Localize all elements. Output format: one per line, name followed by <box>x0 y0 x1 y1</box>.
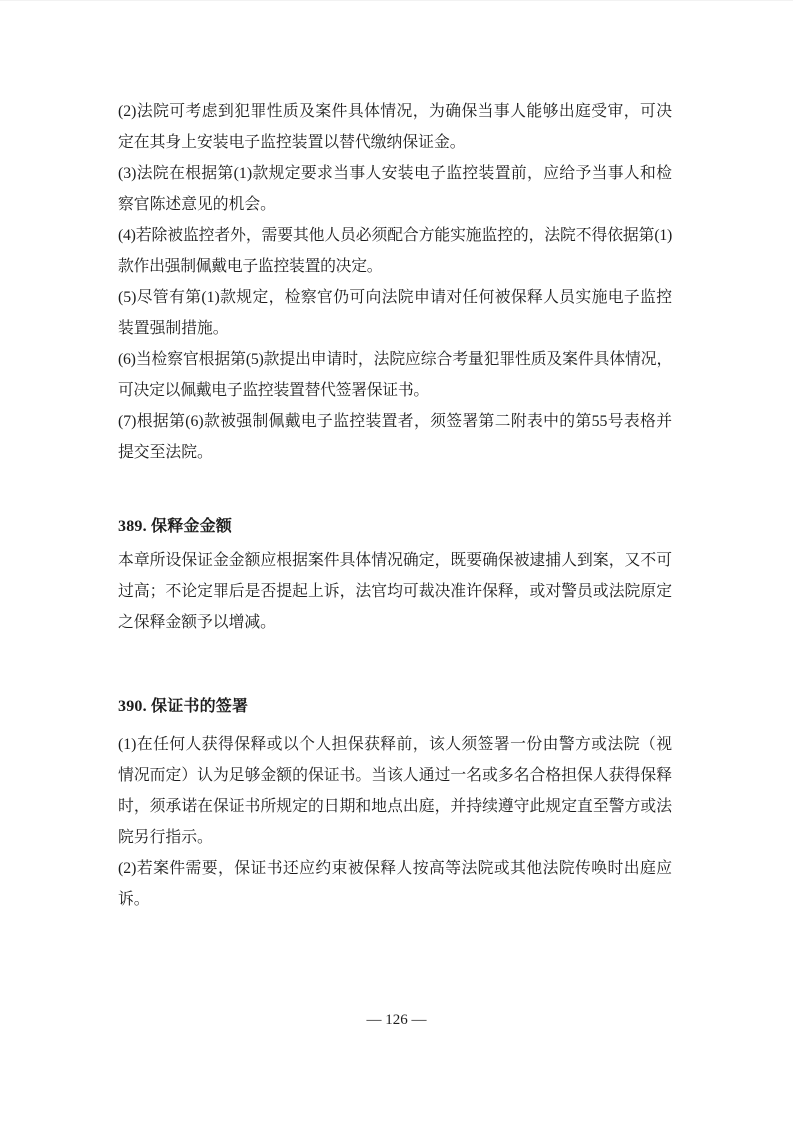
clause-paragraph-4: (4)若除被监控者外，需要其他人员必须配合方能实施监控的，法院不得依据第(1)款作出强制佩戴电子监控装置的决定。 <box>118 227 672 275</box>
clause-paragraph-5: (5)尽管有第(1)款规定，检察官仍可向法院申请对任何被保释人员实施电子监控装置强制措施。 <box>118 289 672 337</box>
section-389-paragraph: 本章所设保证金金额应根据案件具体情况确定，既要确保被逮捕人到案，又不可过高；不论定罪后是否提起上诉，法官均可裁决准许保释，或对警员或法院原定之保释金额予以增减。 <box>118 552 672 631</box>
section-390-paragraph-1: (1)在任何人获得保释或以个人担保获释前，该人须签署一份由警方或法院（视情况而定）认为足够金额的保证书。当该人通过一名或多名合格担保人获得保释时，须承诺在保证书所规定的日期和地点出庭，并持续遵守此规定直至警方或法院另行指示。 <box>118 736 672 846</box>
section-390-heading: 390. 保证书的签署 <box>118 698 249 715</box>
section-389-heading: 389. 保释金金额 <box>118 518 233 535</box>
page-content <box>118 96 672 915</box>
page-number: — 126 — <box>366 1012 427 1028</box>
clause-paragraph-6: (6)当检察官根据第(5)款提出申请时，法院应综合考量犯罪性质及案件具体情况，可决定以佩戴电子监控装置替代签署保证书。 <box>118 351 672 399</box>
clause-paragraph-3: (3)法院在根据第(1)款规定要求当事人安装电子监控装置前，应给予当事人和检察官陈述意见的机会。 <box>118 165 672 213</box>
section-390-paragraph-2: (2)若案件需要，保证书还应约束被保释人按高等法院或其他法院传唤时出庭应诉。 <box>118 860 672 908</box>
clause-paragraph-7: (7)根据第(6)款被强制佩戴电子监控装置者，须签署第二附表中的第55号表格并提交至法院。 <box>118 413 672 461</box>
clause-paragraph-2: (2)法院可考虑到犯罪性质及案件具体情况，为确保当事人能够出庭受审，可决定在其身上安装电子监控装置以替代缴纳保证金。 <box>118 103 672 151</box>
